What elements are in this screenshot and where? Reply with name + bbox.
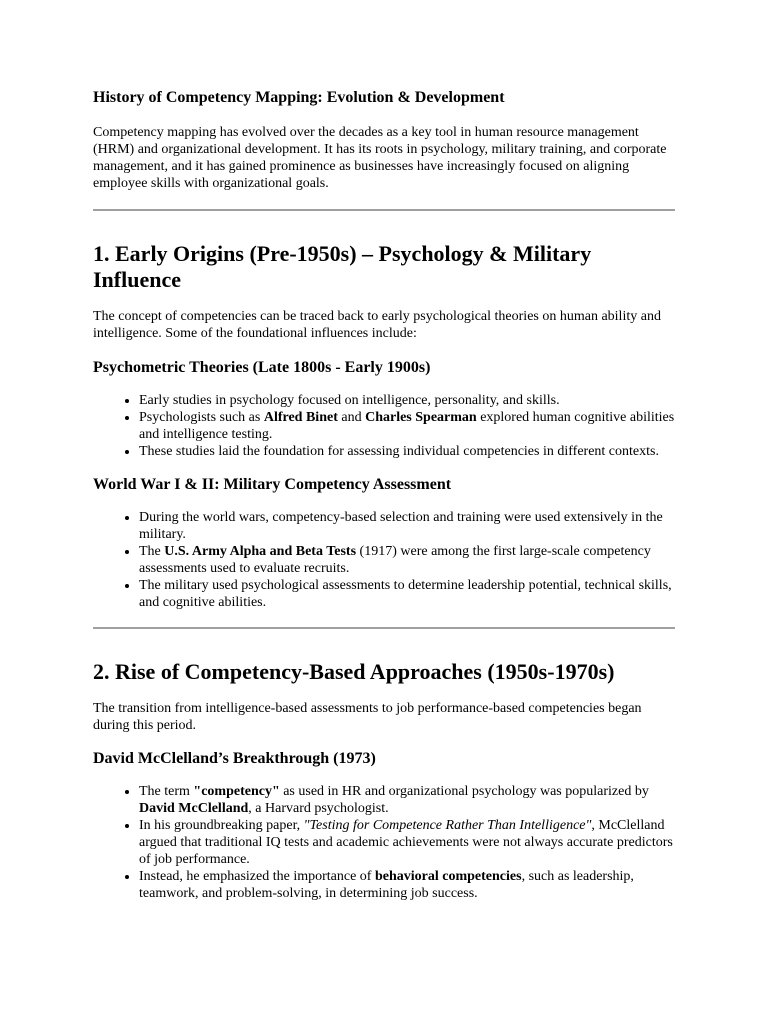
military-heading: World War I & II: Military Competency Assessment — [93, 476, 452, 493]
paper-title: "Testing for Competence Rather Than Intelligence" — [303, 818, 592, 833]
section2-heading: 2. Rise of Competency-Based Approaches (1950s-1970s) — [93, 659, 615, 684]
list-item: • Instead, he emphasized the importance of behavioral competencies, such as leadership, teamwork, and problem-solving, in determining job success. — [139, 868, 675, 902]
intro-paragraph: Competency mapping has evolved over the decades as a key tool in human resource management (HRM) and organizational development. It has its roots in psychology, military training, and corporate management, and it has gained prominence as businesses have increasingly focused on aligning employee skills with organizational goals. — [93, 125, 667, 191]
army-tests-term: U.S. Army Alpha and Beta Tests — [164, 544, 357, 559]
mcclelland-list — [93, 783, 675, 902]
list-item: • The U.S. Army Alpha and Beta Tests (1917) were among the first large-scale competency assessments used to evaluate recruits. — [139, 543, 675, 577]
name-binet: Alfred Binet — [263, 410, 338, 425]
name-spearman: Charles Spearman — [365, 410, 477, 425]
document-title: History of Competency Mapping: Evolution & Development — [93, 89, 505, 106]
list-item: • Psychologists such as Alfred Binet and Charles Spearman explored human cognitive abilities and intelligence testing. — [139, 409, 675, 443]
mcclelland-heading: David McClelland’s Breakthrough (1973) — [93, 750, 376, 767]
list-item: • The military used psychological assessments to determine leadership potential, technical skills, and cognitive abilities. — [139, 577, 675, 611]
section-divider — [93, 209, 675, 211]
psychometric-list — [93, 392, 675, 460]
military-list — [93, 509, 675, 611]
list-item: • Early studies in psychology focused on intelligence, personality, and skills. — [139, 392, 675, 409]
behavioral-competencies-term: behavioral competencies — [374, 869, 522, 884]
psychometric-heading: Psychometric Theories (Late 1800s - Early 1900s) — [93, 359, 431, 376]
section1-intro: The concept of competencies can be traced back to early psychological theories on human ability and intelligence. Some of the foundational influences include: — [93, 309, 661, 341]
name-mcclelland: David McClelland — [139, 801, 249, 816]
section-divider — [93, 627, 675, 629]
section1-heading: 1. Early Origins (Pre-1950s) – Psychology & Military Influence — [93, 241, 592, 292]
competency-term: "competency" — [193, 784, 280, 799]
list-item: • The term "competency" as used in HR and organizational psychology was popularized by David McClelland, a Harvard psychologist. — [139, 783, 675, 817]
list-item: • In his groundbreaking paper, "Testing for Competence Rather Than Intelligence", McClelland argued that traditional IQ tests and academic achievements were not always accurate predictors of job performance. — [139, 817, 675, 868]
list-item: • During the world wars, competency-based selection and training were used extensively in the military. — [139, 509, 675, 543]
section2-intro: The transition from intelligence-based assessments to job performance-based competencies began during this period. — [93, 701, 642, 733]
list-item: • These studies laid the foundation for assessing individual competencies in different contexts. — [139, 443, 675, 460]
